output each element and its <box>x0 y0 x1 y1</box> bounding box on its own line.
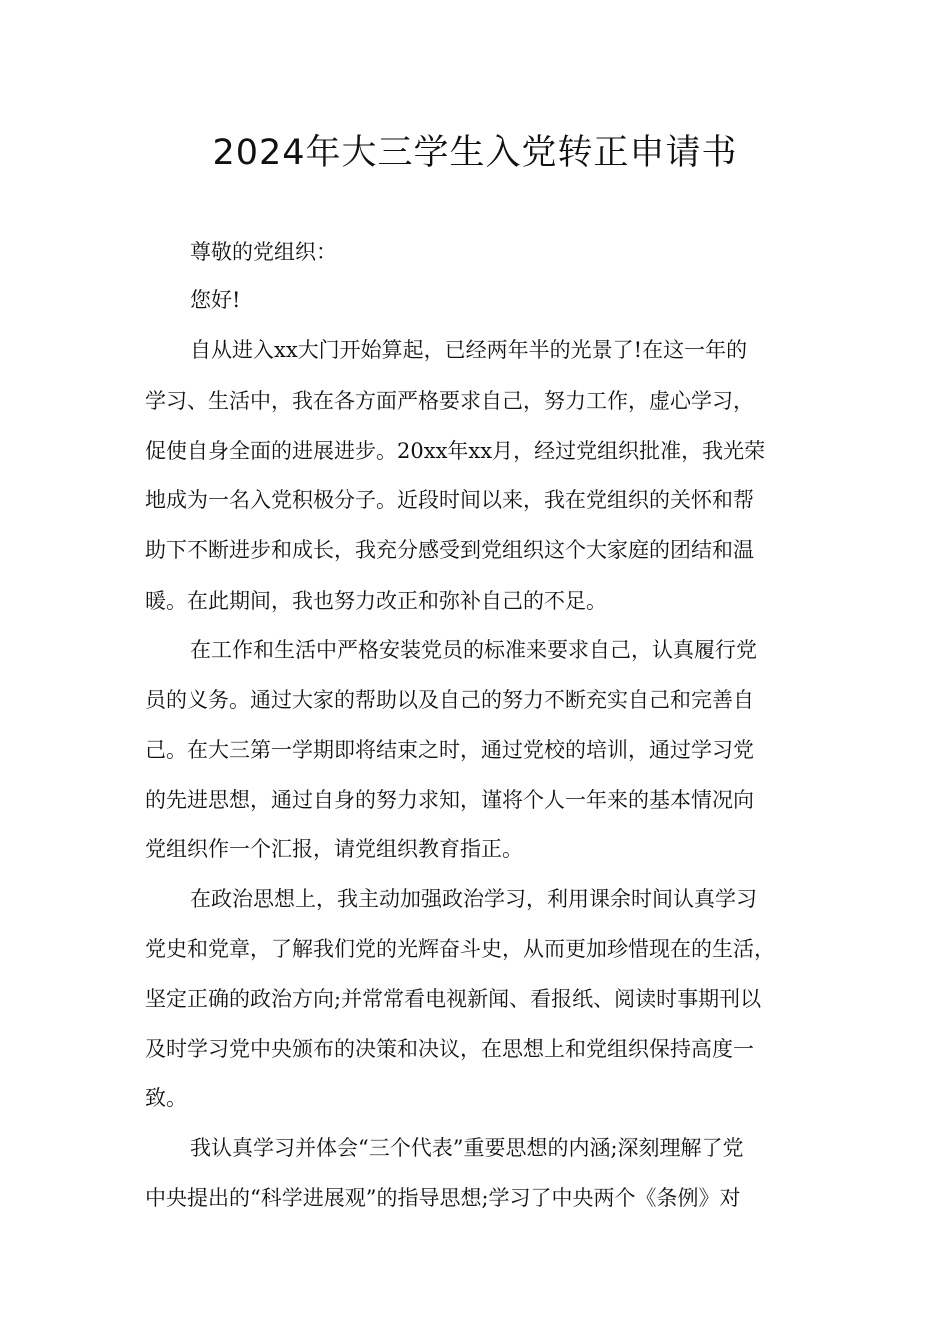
body-line: 党史和党章，了解我们党的光辉奋斗史，从而更加珍惜现在的生活， <box>145 937 775 961</box>
body-line: 学习、生活中，我在各方面严格要求自己，努力工作，虚心学习， <box>145 389 754 413</box>
body-line: 在工作和生活中严格安装党员的标准来要求自己，认真履行党 <box>190 638 757 662</box>
body-line: 促使自身全面的进展进步。20xx年xx月，经过党组织批准，我光荣 <box>145 439 766 463</box>
body-line: 我认真学习并体会“三个代表”重要思想的内涵;深刻理解了党 <box>190 1136 744 1160</box>
body-line: 党组织作一个汇报，请党组织教育指正。 <box>145 837 523 861</box>
body-line: 中央提出的“科学进展观”的指导思想;学习了中央两个《条例》对 <box>145 1186 741 1210</box>
body-line: 员的义务。通过大家的帮助以及自己的努力不断充实自己和完善自 <box>145 688 754 712</box>
body-line: 自从进入xx大门开始算起，已经两年半的光景了!在这一年的 <box>190 338 748 362</box>
document-title: 2024年大三学生入党转正申请书 <box>212 133 738 173</box>
salutation-line: 尊敬的党组织： <box>190 240 337 264</box>
body-line: 及时学习党中央颁布的决策和决议，在思想上和党组织保持高度一 <box>145 1037 754 1061</box>
body-line: 致。 <box>145 1086 187 1110</box>
greeting-line: 您好! <box>190 288 241 312</box>
body-line: 的先进思想，通过自身的努力求知，谨将个人一年来的基本情况向 <box>145 788 754 812</box>
body-line: 在政治思想上，我主动加强政治学习，利用课余时间认真学习 <box>190 887 757 911</box>
body-line: 坚定正确的政治方向;并常常看电视新闻、看报纸、阅读时事期刊以 <box>145 987 762 1011</box>
body-line: 助下不断进步和成长，我充分感受到党组织这个大家庭的团结和温 <box>145 538 754 562</box>
body-line: 暖。在此期间，我也努力改正和弥补自己的不足。 <box>145 589 607 613</box>
body-line: 地成为一名入党积极分子。近段时间以来，我在党组织的关怀和帮 <box>145 488 754 512</box>
body-line: 己。在大三第一学期即将结束之时，通过党校的培训，通过学习党 <box>145 738 754 762</box>
